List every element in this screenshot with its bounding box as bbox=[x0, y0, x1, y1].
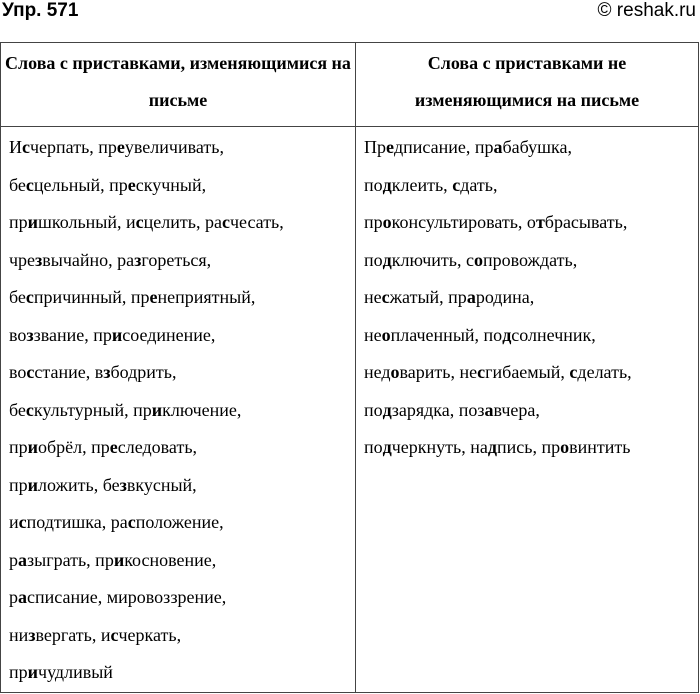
text-segment: родина, bbox=[475, 287, 535, 307]
text-segment: во bbox=[9, 324, 27, 345]
word-line bbox=[364, 204, 692, 242]
text-segment: дписание, пр bbox=[394, 137, 494, 157]
text-segment: по bbox=[364, 174, 383, 195]
highlighted-letter: т bbox=[535, 212, 545, 232]
word-line bbox=[9, 542, 349, 580]
text-segment: ключение, bbox=[162, 399, 242, 420]
word-line bbox=[9, 167, 349, 205]
column-body-unchanging bbox=[356, 127, 699, 693]
highlighted-letter: д bbox=[382, 249, 392, 270]
word-line bbox=[9, 354, 349, 392]
word-line bbox=[9, 129, 349, 167]
text-segment: увеличивать, bbox=[124, 137, 224, 157]
highlighted-letter: с bbox=[25, 399, 34, 420]
text-segment: не bbox=[364, 287, 382, 307]
highlighted-letter: е bbox=[386, 137, 394, 157]
text-segment: бодрить, bbox=[110, 362, 177, 382]
highlighted-letter: з bbox=[28, 624, 36, 645]
highlighted-letter: о bbox=[390, 362, 400, 382]
text-segment: Пр bbox=[364, 137, 386, 157]
text-segment: неприятный, bbox=[157, 287, 256, 307]
word-line bbox=[9, 654, 349, 692]
text-segment: пр bbox=[9, 437, 28, 457]
highlighted-letter: и bbox=[27, 437, 39, 457]
highlighted-letter: з bbox=[35, 249, 43, 270]
text-segment: подтишка, ра bbox=[26, 512, 128, 532]
copyright-text: © reshak.ru bbox=[597, 0, 696, 21]
text-segment: черкнуть, на bbox=[391, 437, 488, 457]
text-segment: жатый, пр bbox=[389, 287, 467, 307]
text-segment: черкать, bbox=[118, 624, 182, 645]
text-segment: вкусный, bbox=[126, 474, 197, 495]
highlighted-letter: о bbox=[382, 212, 392, 232]
highlighted-letter: з bbox=[103, 362, 111, 382]
text-segment: И bbox=[9, 137, 22, 157]
text-segment: ложить, бе bbox=[38, 474, 120, 495]
text-segment: бе bbox=[9, 174, 26, 195]
word-line bbox=[9, 204, 349, 242]
word-line bbox=[9, 579, 349, 617]
text-segment: чре bbox=[9, 249, 36, 270]
highlighted-letter: и bbox=[27, 212, 39, 232]
text-segment: обрёл, пр bbox=[38, 437, 110, 457]
text-segment: ключить, с bbox=[391, 249, 474, 270]
highlighted-letter: с bbox=[135, 212, 144, 232]
text-segment: бе bbox=[9, 399, 26, 420]
text-segment: пись, пр bbox=[496, 437, 561, 457]
text-segment: варить, не bbox=[399, 362, 478, 382]
word-line bbox=[364, 429, 692, 467]
text-segment: скучный, bbox=[135, 174, 207, 195]
highlighted-letter: с bbox=[452, 174, 461, 195]
word-line bbox=[364, 129, 692, 167]
column-header-changing: Слова с приставками, изменяющимися на письме bbox=[1, 43, 356, 127]
highlighted-letter: д bbox=[382, 174, 392, 195]
word-line bbox=[9, 317, 349, 355]
text-segment: причинный, пр bbox=[33, 287, 150, 307]
highlighted-letter: с bbox=[477, 362, 486, 382]
text-segment: ни bbox=[9, 624, 29, 645]
text-segment: нед bbox=[364, 362, 391, 382]
text-segment: косновение, bbox=[124, 549, 217, 570]
text-segment: по bbox=[364, 249, 383, 270]
exercise-title: Упр. 571 bbox=[2, 0, 79, 21]
word-line bbox=[9, 392, 349, 430]
text-segment: вчера, bbox=[493, 399, 540, 420]
highlighted-letter: с bbox=[26, 362, 35, 382]
word-line bbox=[364, 317, 692, 355]
word-line bbox=[364, 279, 692, 317]
text-segment: р bbox=[9, 587, 18, 607]
text-segment: дать, bbox=[460, 174, 498, 195]
word-line bbox=[9, 617, 349, 655]
highlighted-letter: з bbox=[134, 249, 142, 270]
highlighted-letter: и bbox=[27, 662, 39, 682]
text-segment: винтить bbox=[569, 437, 631, 457]
highlighted-letter: з bbox=[26, 324, 34, 345]
text-segment: зарядка, поз bbox=[391, 399, 485, 420]
word-line bbox=[9, 467, 349, 505]
column-body-changing bbox=[1, 127, 356, 693]
text-segment: и bbox=[9, 512, 19, 532]
text-segment: делать, bbox=[577, 362, 632, 382]
highlighted-letter: с bbox=[110, 624, 119, 645]
words-table bbox=[0, 42, 699, 693]
highlighted-letter: е bbox=[116, 137, 125, 157]
highlighted-letter: с bbox=[381, 287, 390, 307]
highlighted-letter: с bbox=[569, 362, 578, 382]
highlighted-letter: с bbox=[22, 137, 30, 157]
text-segment: положение, bbox=[135, 512, 224, 532]
text-segment: по bbox=[364, 437, 383, 457]
word-line bbox=[9, 242, 349, 280]
text-segment: вычайно, ра bbox=[42, 249, 135, 270]
text-segment: школьный, и bbox=[38, 212, 136, 232]
highlighted-letter: и bbox=[151, 399, 163, 420]
text-segment: следовать, bbox=[117, 437, 198, 457]
highlighted-letter: и bbox=[27, 474, 39, 495]
text-segment: звание, пр bbox=[33, 324, 112, 345]
highlighted-letter: д bbox=[382, 399, 392, 420]
text-segment: чесать, bbox=[229, 212, 284, 232]
highlighted-letter: а bbox=[466, 287, 476, 307]
highlighted-letter: с bbox=[25, 174, 34, 195]
text-segment: вергать, и bbox=[35, 624, 111, 645]
text-segment: списание, мировоззрение, bbox=[27, 587, 227, 607]
text-segment: пр bbox=[9, 212, 28, 232]
highlighted-letter: о bbox=[560, 437, 570, 457]
highlighted-letter: и bbox=[111, 324, 123, 345]
highlighted-letter: е bbox=[127, 174, 136, 195]
text-segment: брасывать, bbox=[544, 212, 628, 232]
text-segment: пр bbox=[9, 662, 28, 682]
text-segment: культурный, пр bbox=[33, 399, 152, 420]
column-header-unchanging: Слова с приставками не изменяющимися на письме bbox=[356, 43, 699, 127]
highlighted-letter: з bbox=[119, 474, 127, 495]
highlighted-letter: е bbox=[109, 437, 118, 457]
highlighted-letter: о bbox=[474, 249, 483, 270]
text-segment: цельный, пр bbox=[33, 174, 128, 195]
highlighted-letter: а bbox=[484, 399, 494, 420]
highlighted-letter: с bbox=[25, 287, 34, 307]
text-segment: не bbox=[364, 324, 382, 345]
text-segment: целить, ра bbox=[143, 212, 222, 232]
text-segment: по bbox=[364, 399, 383, 420]
word-line bbox=[9, 279, 349, 317]
highlighted-letter: а bbox=[18, 549, 27, 570]
text-segment: консультировать, о bbox=[391, 212, 536, 232]
text-segment: бе bbox=[9, 287, 26, 307]
word-line bbox=[364, 242, 692, 280]
highlighted-letter: с bbox=[221, 212, 230, 232]
text-segment: бабушка, bbox=[502, 137, 572, 157]
text-segment: гибаемый, bbox=[485, 362, 570, 382]
word-line bbox=[364, 167, 692, 205]
highlighted-letter: д bbox=[487, 437, 497, 457]
text-segment: пр bbox=[9, 474, 28, 495]
text-segment: солнечник, bbox=[511, 324, 596, 345]
highlighted-letter: с bbox=[18, 512, 27, 532]
text-segment: чудливый bbox=[38, 662, 113, 682]
text-segment: р bbox=[9, 549, 18, 570]
text-segment: черпать, пр bbox=[30, 137, 117, 157]
word-line bbox=[9, 504, 349, 542]
highlighted-letter: е bbox=[149, 287, 158, 307]
text-segment: пр bbox=[364, 212, 383, 232]
word-line bbox=[364, 392, 692, 430]
highlighted-letter: а bbox=[493, 137, 503, 157]
highlighted-letter: и bbox=[113, 549, 125, 570]
text-segment: зыграть, пр bbox=[27, 549, 114, 570]
highlighted-letter: д bbox=[382, 437, 392, 457]
highlighted-letter: д bbox=[502, 324, 512, 345]
text-segment: плаченный, по bbox=[390, 324, 503, 345]
highlighted-letter: а bbox=[18, 587, 27, 607]
highlighted-letter: с bbox=[127, 512, 136, 532]
highlighted-letter: о bbox=[381, 324, 391, 345]
text-segment: соединение, bbox=[122, 324, 216, 345]
text-segment: клеить, bbox=[391, 174, 453, 195]
text-segment: стание, в bbox=[34, 362, 104, 382]
word-line bbox=[364, 354, 692, 392]
text-segment: провождать, bbox=[483, 249, 578, 270]
text-segment: гореться, bbox=[141, 249, 212, 270]
text-segment: во bbox=[9, 362, 27, 382]
word-line bbox=[9, 429, 349, 467]
